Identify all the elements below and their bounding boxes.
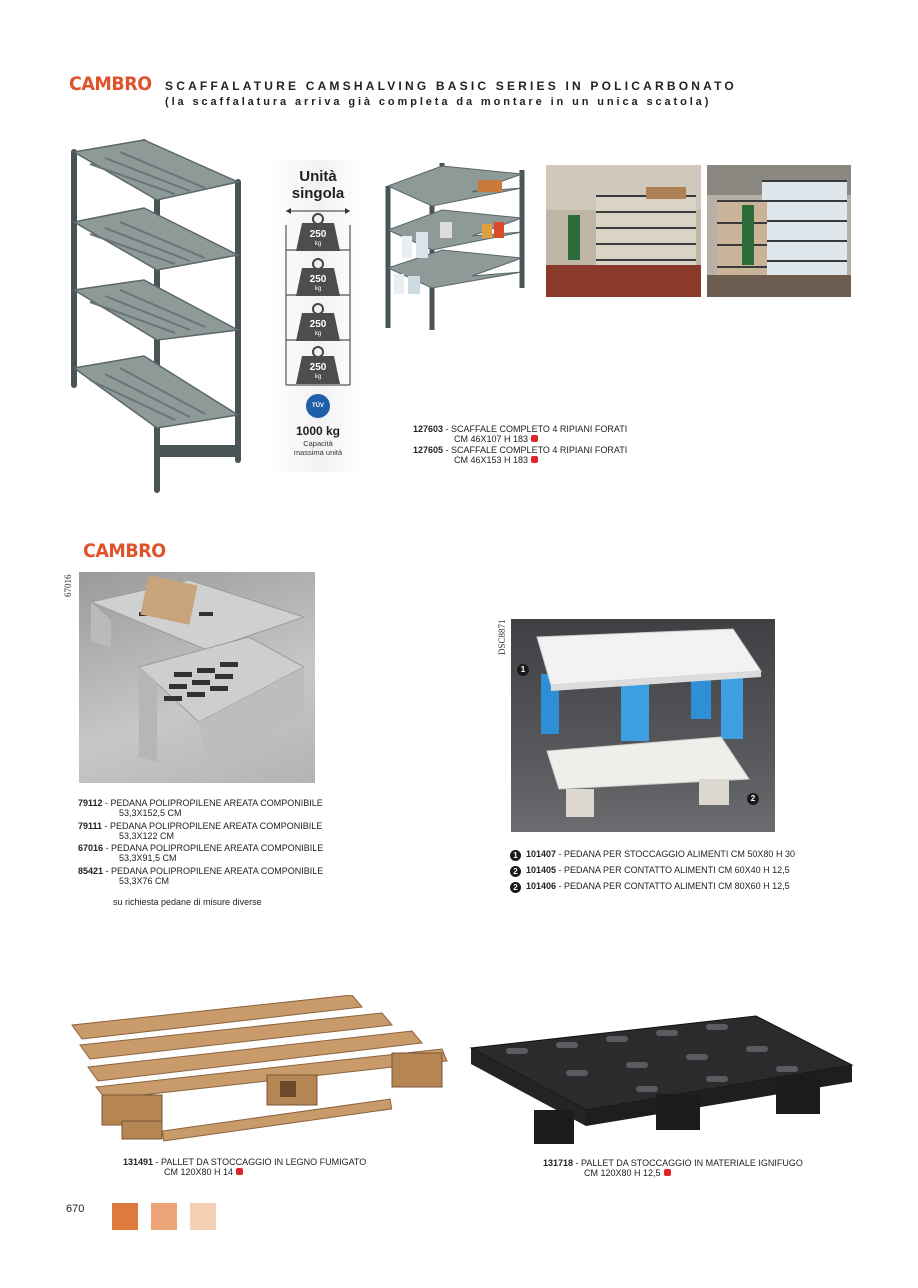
capacity-note-line2: massima unità bbox=[293, 448, 343, 457]
pallet-item-131491: 131491 - PALLET DA STOCCAGGIO IN LEGNO FUMIGATO CM 120X80 H 14 bbox=[123, 1157, 367, 1177]
weight-icon-1: 250 kg bbox=[294, 213, 342, 258]
photo-code-left: 67016 bbox=[63, 574, 73, 597]
food-platforms-photo bbox=[511, 619, 775, 832]
warehouse-photo-2 bbox=[707, 165, 851, 297]
pallet-item-131718: 131718 - PALLET DA STOCCAGGIO IN MATERIALE IGNIFUGO CM 120X80 H 12,5 bbox=[543, 1158, 803, 1178]
weight-icon-4: 250 kg bbox=[294, 346, 342, 391]
color-swatch-1 bbox=[112, 1203, 138, 1230]
badge-number: 2 bbox=[510, 866, 521, 877]
badge-number: 2 bbox=[510, 882, 521, 893]
callout-1: 1 bbox=[517, 664, 529, 676]
page-number: 670 bbox=[66, 1203, 85, 1215]
dunnage-item-85421: 85421 - PEDANA POLIPROPILENE AREATA COMPONIBILE 53,3X76 CM bbox=[78, 866, 324, 886]
wooden-pallet-image bbox=[62, 995, 452, 1145]
food-item-101407: 1 101407 - PEDANA PER STOCCAGGIO ALIMENTI CM 50X80 H 30 bbox=[510, 849, 795, 861]
dunnage-rack-photo bbox=[79, 572, 315, 783]
cambro-logo: CAMBRO bbox=[69, 73, 152, 95]
capacity-note-line1: Capacità bbox=[303, 439, 333, 448]
tuv-cert-icon: TÜV bbox=[306, 394, 330, 418]
capacity-note bbox=[280, 439, 356, 457]
plastic-pallet-image bbox=[466, 1010, 856, 1150]
availability-dot bbox=[236, 1168, 243, 1175]
capacity-value: 1000 kg bbox=[295, 424, 341, 438]
availability-dot bbox=[531, 435, 538, 442]
corner-shelving-image bbox=[382, 158, 532, 333]
color-swatch-3 bbox=[190, 1203, 216, 1230]
dunnage-note: su richiesta pedane di misure diverse bbox=[113, 897, 262, 907]
photo-code-right: DSC8871 bbox=[497, 619, 507, 655]
availability-dot bbox=[531, 456, 538, 463]
shelving-unit-image bbox=[60, 130, 250, 500]
dunnage-item-79111: 79111 - PEDANA POLIPROPILENE AREATA COMPONIBILE 53,3X122 CM bbox=[78, 821, 323, 841]
weight-icon-2: 250 kg bbox=[294, 258, 342, 303]
shelving-item-127603: 127603 - SCAFFALE COMPLETO 4 RIPIANI FORATI CM 46X107 H 183 bbox=[413, 424, 628, 444]
availability-dot bbox=[664, 1169, 671, 1176]
unit-label-line1: Unità bbox=[299, 168, 337, 185]
weight-icon-3: 250 kg bbox=[294, 303, 342, 348]
warehouse-photo-1 bbox=[546, 165, 701, 297]
callout-2: 2 bbox=[747, 793, 759, 805]
page-title: SCAFFALATURE CAMSHALVING BASIC SERIES IN POLICARBONATO bbox=[165, 79, 737, 93]
shelving-item-127605: 127605 - SCAFFALE COMPLETO 4 RIPIANI FORATI CM 46X153 H 183 bbox=[413, 445, 628, 465]
cambro-logo-2: CAMBRO bbox=[83, 540, 166, 562]
page-subtitle: (la scaffalatura arriva già completa da montare in un unica scatola) bbox=[165, 96, 712, 108]
food-item-101406: 2 101406 - PEDANA PER CONTATTO ALIMENTI CM 80X60 H 12,5 bbox=[510, 881, 790, 893]
unit-label bbox=[280, 168, 356, 202]
dunnage-item-67016: 67016 - PEDANA POLIPROPILENE AREATA COMPONIBILE 53,3X91,5 CM bbox=[78, 843, 324, 863]
color-swatch-2 bbox=[151, 1203, 177, 1230]
dunnage-item-79112: 79112 - PEDANA POLIPROPILENE AREATA COMPONIBILE 53,3X152,5 CM bbox=[78, 798, 323, 818]
unit-label-line2: singola bbox=[291, 185, 345, 202]
food-item-101405: 2 101405 - PEDANA PER CONTATTO ALIMENTI CM 60X40 H 12,5 bbox=[510, 865, 790, 877]
badge-number: 1 bbox=[510, 850, 521, 861]
